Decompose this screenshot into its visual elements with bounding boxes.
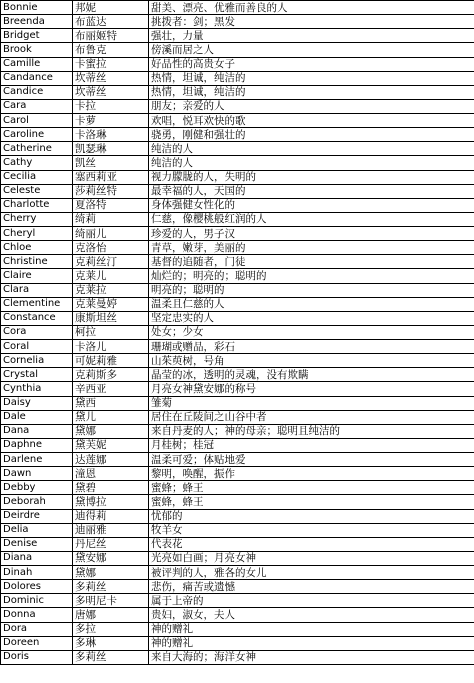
table-row [1,241,474,255]
english-name-cell: Camille [1,57,73,71]
english-name-cell: Claire [1,269,73,283]
meaning-cell: 青草，嫩芽，美丽的 [149,241,474,255]
english-name-cell: Clementine [1,297,73,311]
table-row [1,382,474,396]
table-row [1,114,474,128]
meaning-cell: 光亮如白画；月亮女神 [149,551,474,565]
english-name-cell: Constance [1,311,73,325]
chinese-name-cell: 卡拉 [73,99,149,113]
meaning-cell: 热情，坦诚，纯洁的 [149,71,474,85]
chinese-name-cell: 克莱曼婷 [73,297,149,311]
table-row [1,99,474,113]
meaning-cell: 黎明，唤醒，振作 [149,467,474,481]
table-row [1,227,474,241]
english-name-cell: Candice [1,85,73,99]
english-name-cell: Dale [1,410,73,424]
chinese-name-cell: 达莲娜 [73,453,149,467]
english-name-cell: Deborah [1,495,73,509]
table-row [1,340,474,354]
chinese-name-cell: 可妮莉雅 [73,354,149,368]
english-name-cell: Carol [1,114,73,128]
table-row [1,29,474,43]
table-row [1,396,474,410]
english-name-cell: Cheryl [1,227,73,241]
meaning-cell: 傍溪而居之人 [149,43,474,57]
chinese-name-cell: 绮丽儿 [73,227,149,241]
chinese-name-cell: 坎蒂丝 [73,71,149,85]
chinese-name-cell: 卡萝 [73,114,149,128]
chinese-name-cell: 迪丽雅 [73,523,149,537]
chinese-name-cell: 凯瑟琳 [73,142,149,156]
meaning-cell: 牧羊女 [149,523,474,537]
meaning-cell: 坚定忠实的人 [149,311,474,325]
meaning-cell: 仁慈，像樱桃般红润的人 [149,212,474,226]
table-row [1,622,474,636]
meaning-cell: 纯洁的人 [149,156,474,170]
table-row [1,325,474,339]
chinese-name-cell: 坎蒂丝 [73,85,149,99]
english-name-cell: Cherry [1,212,73,226]
table-row [1,85,474,99]
meaning-cell: 热情，坦诚，纯洁的 [149,85,474,99]
chinese-name-cell: 潼恩 [73,467,149,481]
english-name-cell: Cara [1,99,73,113]
chinese-name-cell: 布蓝达 [73,15,149,29]
table-row [1,481,474,495]
english-name-cell: Caroline [1,128,73,142]
chinese-name-cell: 塞西莉亚 [73,170,149,184]
chinese-name-cell: 多琳 [73,636,149,650]
english-name-cell: Charlotte [1,198,73,212]
meaning-cell: 纯洁的人 [149,142,474,156]
english-name-cell: Daisy [1,396,73,410]
english-name-cell: Brook [1,43,73,57]
english-name-cell: Crystal [1,368,73,382]
table-row [1,566,474,580]
english-name-cell: Breenda [1,15,73,29]
meaning-cell: 蜜蜂；蜂王 [149,481,474,495]
table-row [1,453,474,467]
table-row [1,509,474,523]
english-name-cell: Chloe [1,241,73,255]
english-name-cell: Cecilia [1,170,73,184]
table-row [1,57,474,71]
english-name-cell: Dana [1,424,73,438]
english-name-cell: Cynthia [1,382,73,396]
chinese-name-cell: 布鲁克 [73,43,149,57]
meaning-cell: 甜美、漂亮、优雅而善良的人 [149,1,474,15]
chinese-name-cell: 黛芙妮 [73,438,149,452]
english-name-cell: Cornelia [1,354,73,368]
chinese-name-cell: 黛娜 [73,566,149,580]
table-row [1,580,474,594]
chinese-name-cell: 黛碧 [73,481,149,495]
chinese-name-cell: 多明尼卡 [73,594,149,608]
meaning-cell: 悲伤，痛苦或遗憾 [149,580,474,594]
table-row [1,650,474,664]
chinese-name-cell: 克洛怡 [73,241,149,255]
meaning-cell: 被评判的人，雅各的女儿 [149,566,474,580]
chinese-name-cell: 夏洛特 [73,198,149,212]
table-row [1,594,474,608]
meaning-cell: 代表花 [149,537,474,551]
meaning-cell: 处女；少女 [149,325,474,339]
meaning-cell: 好品性的高贵女子 [149,57,474,71]
chinese-name-cell: 多拉 [73,622,149,636]
table-row [1,128,474,142]
meaning-cell: 居住在丘陵间之山谷中者 [149,410,474,424]
english-name-cell: Bonnie [1,1,73,15]
meaning-cell: 灿烂的；明亮的；聪明的 [149,269,474,283]
chinese-name-cell: 克莉斯多 [73,368,149,382]
english-name-cell: Doris [1,650,73,664]
chinese-name-cell: 布丽姬特 [73,29,149,43]
meaning-cell: 温柔且仁慈的人 [149,297,474,311]
table-row [1,43,474,57]
chinese-name-cell: 康斯坦丝 [73,311,149,325]
table-row [1,368,474,382]
meaning-cell: 强壮，力量 [149,29,474,43]
table-row [1,156,474,170]
meaning-cell: 月亮女神黛安娜的称号 [149,382,474,396]
english-name-cell: Deirdre [1,509,73,523]
chinese-name-cell: 卡蜜拉 [73,57,149,71]
chinese-name-cell: 卡洛琳 [73,128,149,142]
chinese-name-cell: 多莉丝 [73,650,149,664]
meaning-cell: 珊瑚或赠品，彩石 [149,340,474,354]
english-name-cell: Donna [1,608,73,622]
meaning-cell: 明亮的；聪明的 [149,283,474,297]
chinese-name-cell: 黛西 [73,396,149,410]
chinese-name-cell: 唐娜 [73,608,149,622]
table-row [1,15,474,29]
name-table-body [1,1,474,665]
meaning-cell: 视力朦胧的人，失明的 [149,170,474,184]
chinese-name-cell: 迪得莉 [73,509,149,523]
chinese-name-cell: 丹尼丝 [73,537,149,551]
table-row [1,495,474,509]
table-row [1,1,474,15]
english-name-cell: Bridget [1,29,73,43]
table-row [1,410,474,424]
meaning-cell: 珍爱的人，男子汉 [149,227,474,241]
english-name-cell: Doreen [1,636,73,650]
english-name-cell: Dinah [1,566,73,580]
table-row [1,311,474,325]
chinese-name-cell: 黛博拉 [73,495,149,509]
meaning-cell: 月桂树；桂冠 [149,438,474,452]
table-row [1,551,474,565]
english-name-cell: Debby [1,481,73,495]
english-name-cell: Coral [1,340,73,354]
meaning-cell: 来自大海的；海洋女神 [149,650,474,664]
chinese-name-cell: 凯丝 [73,156,149,170]
english-name-cell: Dawn [1,467,73,481]
english-name-cell: Daphne [1,438,73,452]
chinese-name-cell: 莎莉丝特 [73,184,149,198]
table-row [1,354,474,368]
chinese-name-cell: 邦妮 [73,1,149,15]
meaning-cell: 基督的追随者，门徒 [149,255,474,269]
english-name-cell: Celeste [1,184,73,198]
table-row [1,255,474,269]
english-name-cell: Candance [1,71,73,85]
chinese-name-cell: 辛西亚 [73,382,149,396]
table-row [1,71,474,85]
meaning-cell: 神的赠礼 [149,622,474,636]
table-row [1,636,474,650]
chinese-name-cell: 黛安娜 [73,551,149,565]
meaning-cell: 骁勇，刚健和强壮的 [149,128,474,142]
meaning-cell: 来自丹麦的人；神的母亲；聪明且纯洁的 [149,424,474,438]
chinese-name-cell: 克莉丝汀 [73,255,149,269]
english-name-cell: Cora [1,325,73,339]
english-name-cell: Darlene [1,453,73,467]
meaning-cell: 身体强健女性化的 [149,198,474,212]
table-row [1,283,474,297]
table-row [1,269,474,283]
meaning-cell: 温柔可爱；体贴地爱 [149,453,474,467]
english-name-cell: Diana [1,551,73,565]
chinese-name-cell: 黛娜 [73,424,149,438]
table-row [1,438,474,452]
table-row [1,424,474,438]
table-row [1,523,474,537]
english-name-cell: Cathy [1,156,73,170]
table-row [1,537,474,551]
chinese-name-cell: 卡洛儿 [73,340,149,354]
chinese-name-cell: 柯拉 [73,325,149,339]
english-name-cell: Catherine [1,142,73,156]
table-row [1,212,474,226]
english-name-cell: Delia [1,523,73,537]
english-name-cell: Dolores [1,580,73,594]
chinese-name-cell: 绮莉 [73,212,149,226]
chinese-name-cell: 克莱拉 [73,283,149,297]
meaning-cell: 晶莹的冰，透明的灵魂，没有欺瞒 [149,368,474,382]
table-row [1,184,474,198]
table-row [1,198,474,212]
english-name-cell: Clara [1,283,73,297]
table-row [1,297,474,311]
chinese-name-cell: 黛儿 [73,410,149,424]
table-row [1,467,474,481]
meaning-cell: 贵妇，淑女，夫人 [149,608,474,622]
english-name-cell: Christine [1,255,73,269]
english-name-cell: Denise [1,537,73,551]
meaning-cell: 最幸福的人，天国的 [149,184,474,198]
meaning-cell: 朋友；亲爱的人 [149,99,474,113]
meaning-cell: 蜜蜂，蜂王 [149,495,474,509]
english-name-cell: Dominic [1,594,73,608]
table-row [1,170,474,184]
chinese-name-cell: 多莉丝 [73,580,149,594]
meaning-cell: 欢唱，悦耳欢快的歌 [149,114,474,128]
meaning-cell: 神的赠礼 [149,636,474,650]
meaning-cell: 忧郁的 [149,509,474,523]
meaning-cell: 挑拨者：剑；黑发 [149,15,474,29]
meaning-cell: 属于上帝的 [149,594,474,608]
table-row [1,608,474,622]
meaning-cell: 山茱萸树，号角 [149,354,474,368]
chinese-name-cell: 克莱儿 [73,269,149,283]
english-name-cell: Dora [1,622,73,636]
meaning-cell: 雏菊 [149,396,474,410]
table-row [1,142,474,156]
